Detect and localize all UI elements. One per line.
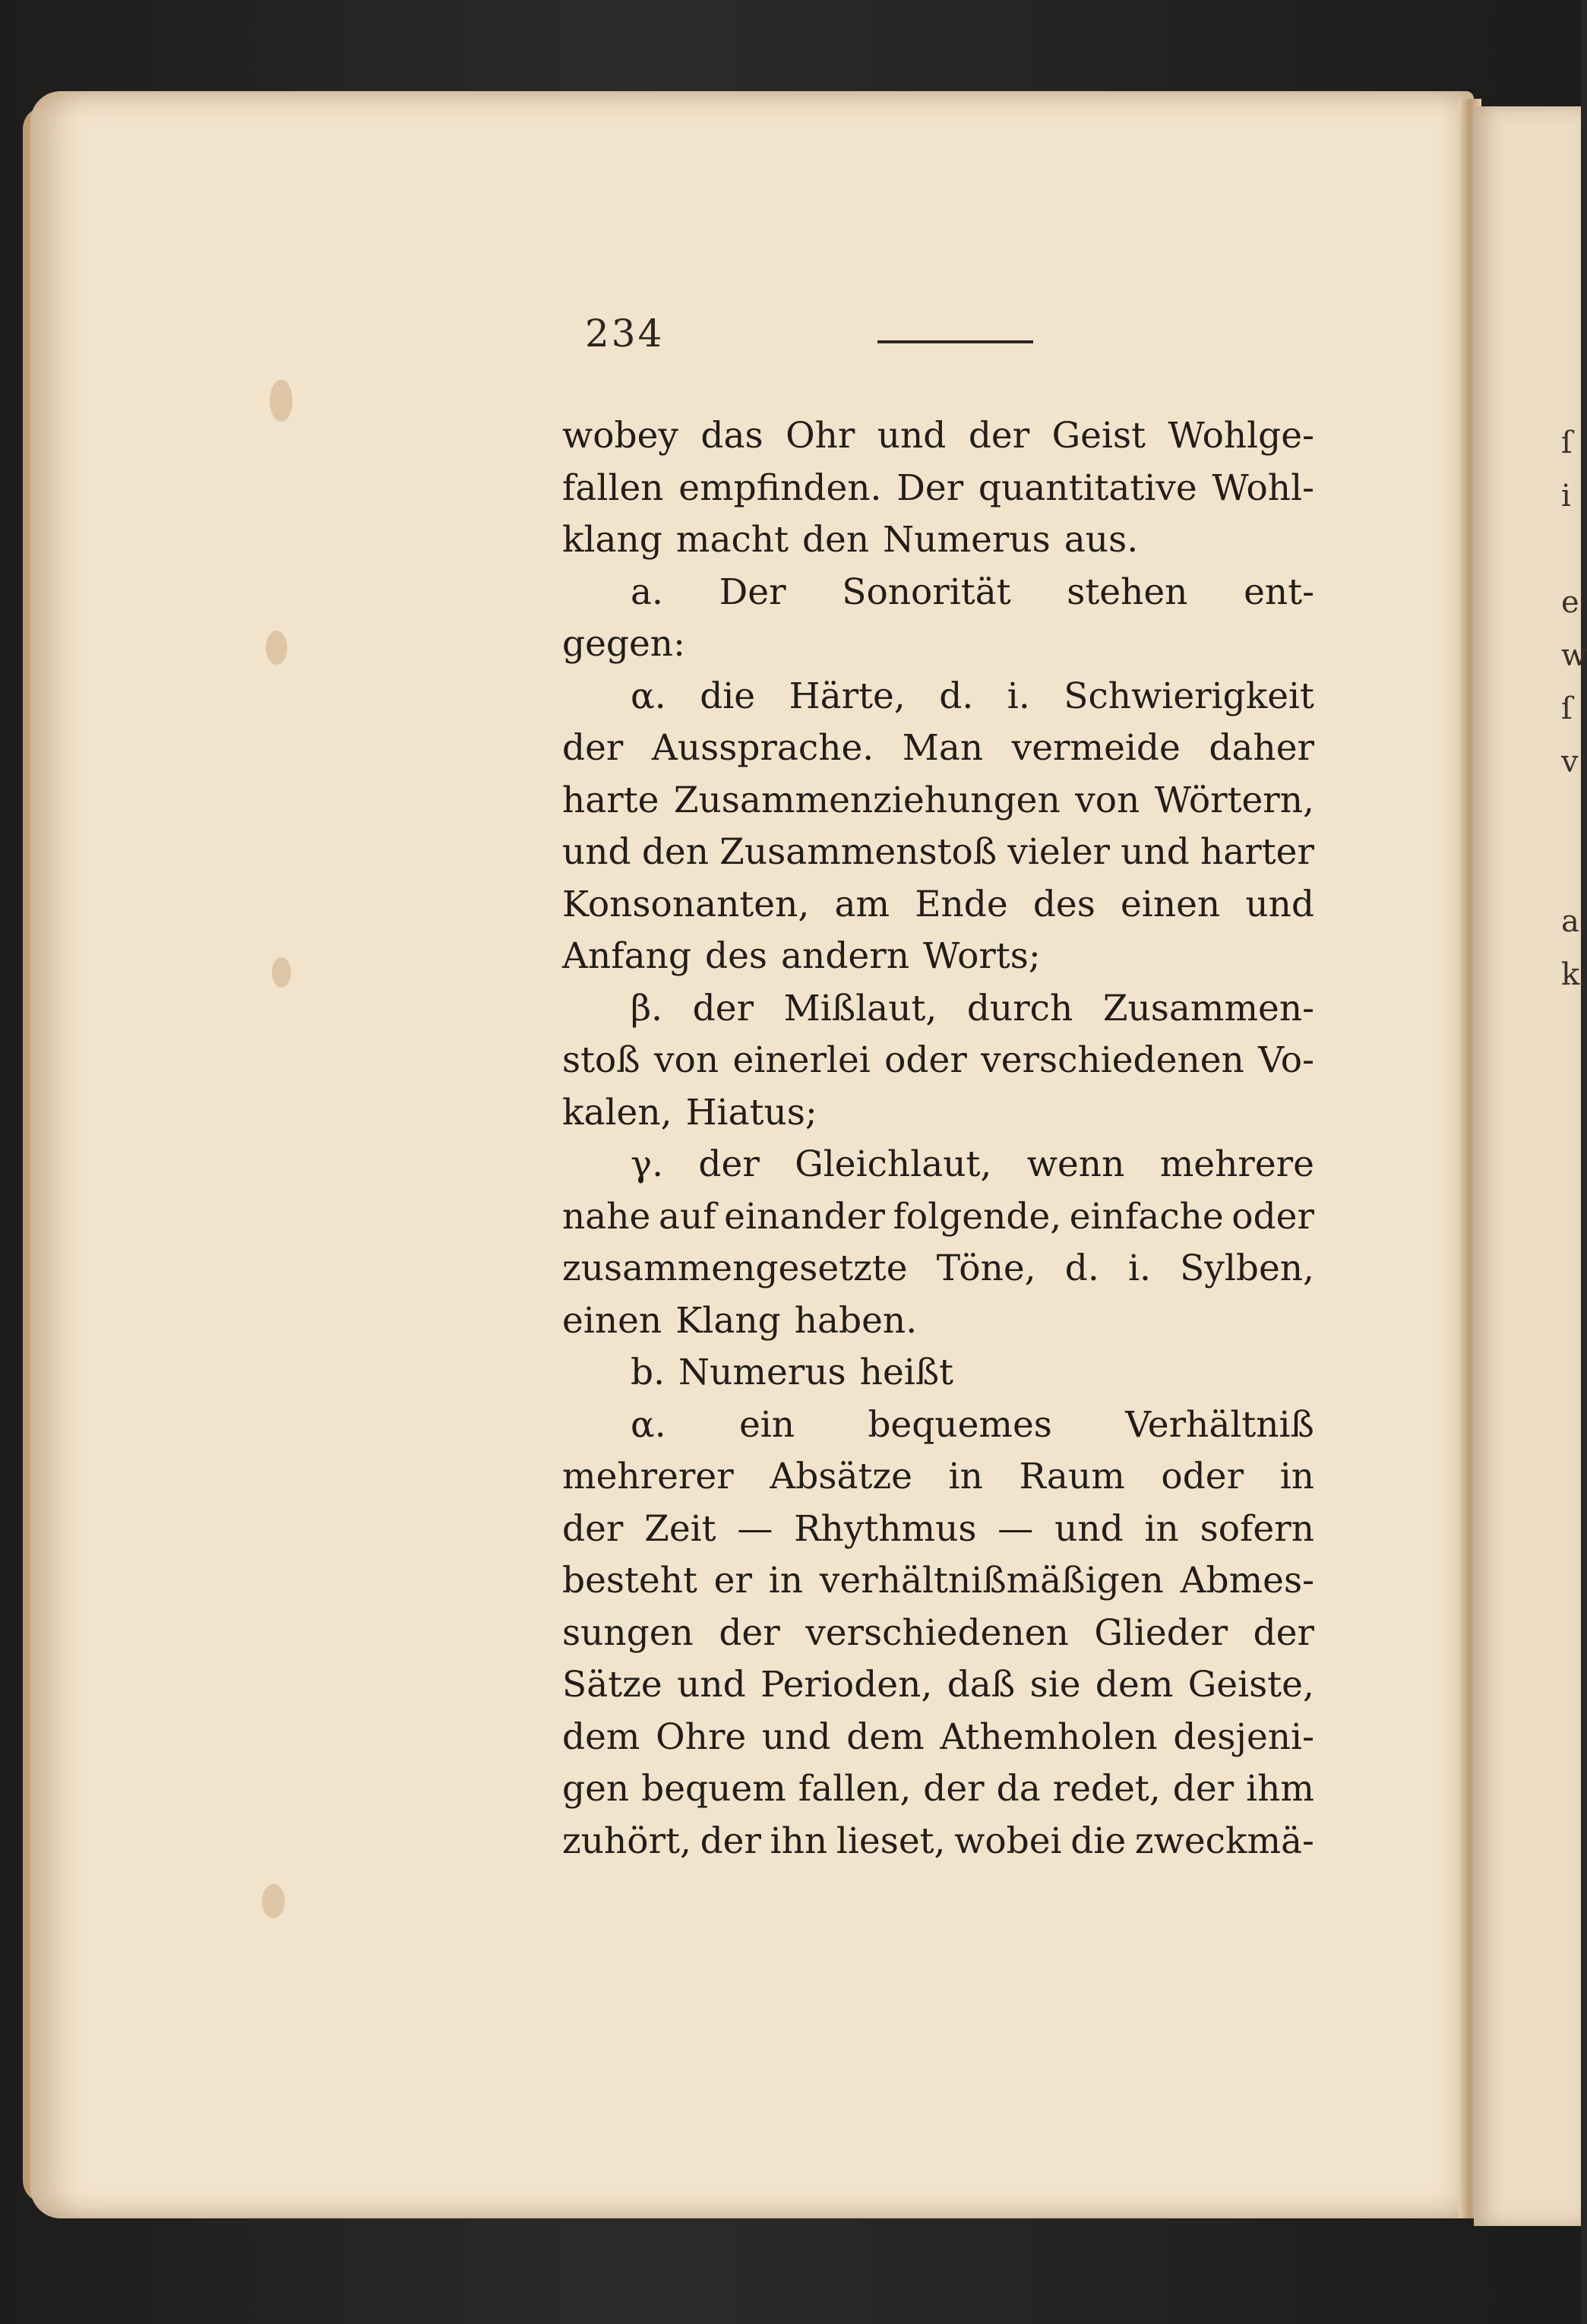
text-line: Sätze und Perioden, daß sie dem Geiste, — [562, 1664, 1314, 1706]
text-line: gegen: — [562, 623, 685, 665]
text-line: einen Klang haben. — [562, 1299, 918, 1342]
page-number: 234 — [585, 311, 665, 356]
text-line: zuhört, der ihn lieset, wobei die zweckmä- — [562, 1820, 1314, 1862]
text-line: Konsonanten, am Ende des einen und — [562, 883, 1314, 925]
text-line: Anfang des andern Worts; — [562, 935, 1041, 977]
text-line: sungen der verschiedenen Glieder der — [562, 1611, 1314, 1654]
text-line: und den Zusammenstoß vieler und harter — [562, 831, 1314, 873]
text-line: α. die Härte, d. i. Schwierigkeit — [631, 675, 1314, 717]
text-line: γ. der Gleichlaut, wenn mehrere — [631, 1143, 1314, 1185]
text-line: α. ein bequemes Verhältniß — [631, 1403, 1314, 1446]
text-line: zusammengesetzte Töne, d. i. Sylben, — [562, 1247, 1314, 1289]
text-line: dem Ohre und dem Athemholen desjeni- — [562, 1715, 1314, 1758]
text-line: fallen empfinden. Der quantitative Wohl- — [562, 466, 1314, 509]
text-line: stoß von einerlei oder verschiedenen Vo- — [562, 1039, 1314, 1081]
text-line: β. der Mißlaut, durch Zusammen- — [631, 987, 1314, 1029]
facing-page — [1474, 106, 1581, 2226]
text-line: der Zeit — Rhythmus — und in sofern — [562, 1507, 1314, 1550]
text-line: gen bequem fallen, der da redet, der ihm — [562, 1768, 1314, 1810]
facing-page-letter: ſ — [1561, 691, 1573, 726]
text-line: mehrerer Absätze in Raum oder in — [562, 1456, 1314, 1497]
body-text — [562, 410, 1314, 1867]
header-rule — [877, 340, 1033, 343]
text-line: besteht er in verhältnißmäßigen Abmes- — [562, 1560, 1314, 1602]
facing-page-letter: k — [1561, 957, 1580, 992]
text-line: klang macht den Numerus aus. — [562, 519, 1139, 561]
foxing-stain — [262, 1884, 285, 1918]
text-line: nahe auf einander folgende, einfache oder — [562, 1195, 1314, 1238]
foxing-stain — [266, 631, 287, 665]
text-line: harte Zusammenziehungen von Wörtern, — [562, 779, 1314, 821]
text-line: der Aussprache. Man vermeide daher — [562, 727, 1314, 769]
facing-page-letter: i — [1561, 479, 1571, 514]
text-line: b. Numerus heißt — [631, 1352, 954, 1393]
facing-page-letter: v — [1561, 745, 1579, 779]
facing-page-letter: e — [1561, 585, 1579, 620]
facing-page-letter: w — [1561, 638, 1587, 673]
facing-page-letter: a — [1561, 904, 1579, 939]
text-line: kalen, Hiatus; — [562, 1091, 817, 1134]
foxing-stain — [272, 957, 291, 988]
foxing-stain — [270, 380, 292, 422]
facing-page-letter: ſ — [1561, 425, 1573, 460]
text-line: a. Der Sonorität stehen ent- — [631, 571, 1314, 613]
text-line: wobey das Ohr und der Geist Wohlge- — [562, 415, 1314, 457]
